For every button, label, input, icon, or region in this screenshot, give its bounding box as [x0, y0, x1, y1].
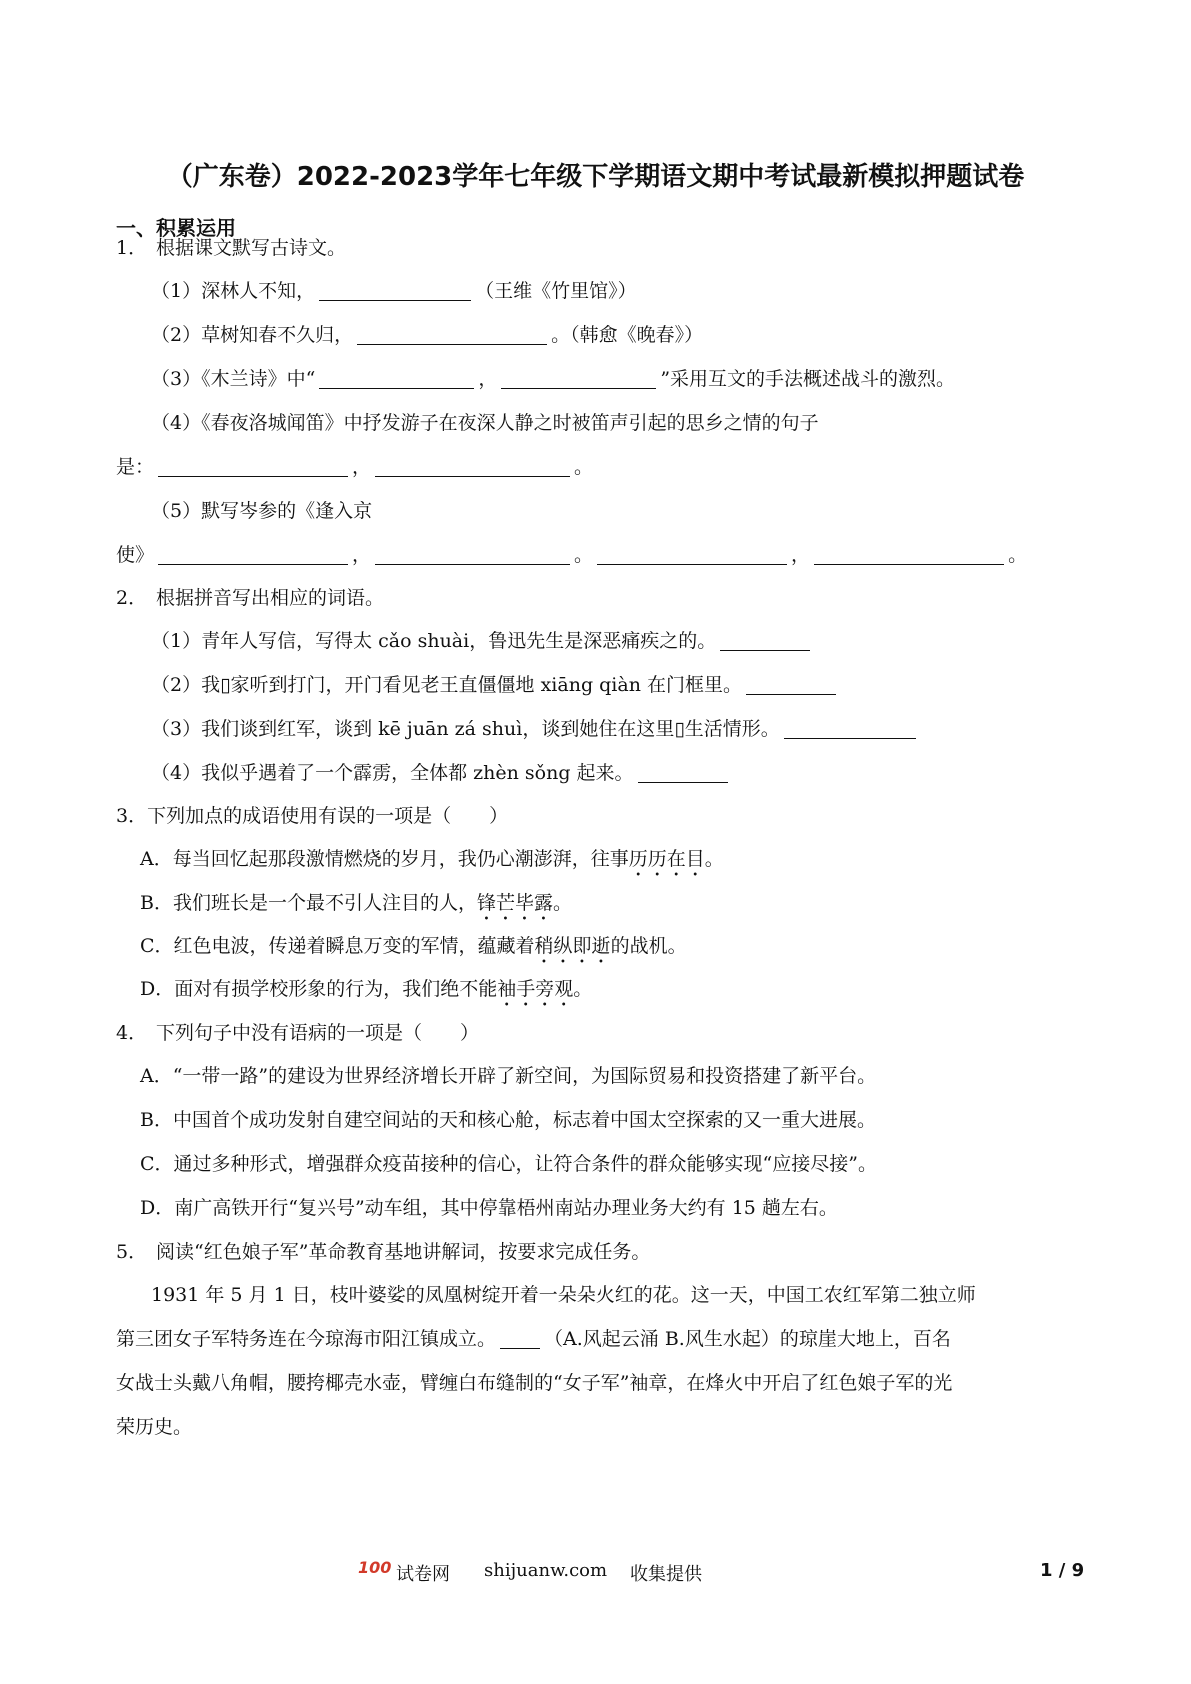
dotted-idiom: 锋芒毕露: [476, 892, 553, 914]
answer-blank[interactable]: [597, 542, 787, 565]
q2-item-4: [151, 759, 732, 787]
page-number: 1 / 9: [1040, 1560, 1085, 1581]
question-2: [116, 584, 384, 612]
item-text: ，: [352, 456, 372, 478]
q1-item-1: [151, 277, 637, 305]
question-4: [116, 1019, 479, 1047]
answer-blank[interactable]: [500, 1326, 540, 1349]
item-text: 。: [1008, 544, 1028, 566]
answer-blank[interactable]: [375, 542, 570, 565]
site-name: 试卷网: [396, 1564, 450, 1585]
option-b[interactable]: [140, 889, 572, 925]
section-heading: 一、积累运用: [116, 216, 236, 240]
question-1: [116, 234, 346, 262]
question-5: [116, 1238, 650, 1266]
q2-item-3: [151, 715, 920, 743]
passage-line: 女战士头戴八角帽，腰挎椰壳水壶，臂缠白布缝制的“女子军”袖章，在烽火中开启了红色娘子军的光: [116, 1372, 953, 1394]
q1-item-5-cont: [116, 541, 1027, 569]
option-c[interactable]: C．通过多种形式，增强群众疫苗接种的信心，让符合条件的群众能够实现“应接尽接”。: [140, 1153, 877, 1175]
option-text: 。: [704, 848, 724, 870]
item-text: 。: [574, 544, 594, 566]
question-number: 4．: [116, 1022, 148, 1044]
option-d[interactable]: D．南广高铁开行“复兴号”动车组，其中停靠梧州南站办理业务大约有 15 趟左右。: [140, 1197, 838, 1219]
question-number: 5．: [116, 1241, 148, 1263]
q2-item-2: [151, 671, 840, 699]
item-text: （3）我们谈到红军，谈到 kē juān zá shuì，谈到她住在这里▯生活情形。: [151, 718, 780, 740]
answer-blank[interactable]: [357, 322, 547, 345]
question-number: 2．: [116, 587, 148, 609]
answer-blank[interactable]: [814, 542, 1004, 565]
passage-line: 荣历史。: [116, 1416, 193, 1438]
question-3: [116, 802, 508, 830]
option-text: 。: [552, 892, 572, 914]
option-text: C．红色电波，传递着瞬息万变的军情，蕴藏着: [140, 935, 535, 957]
dotted-idiom: 历历在目: [628, 848, 705, 870]
option-b[interactable]: B．中国首个成功发射自建空间站的天和核心舱，标志着中国太空探索的又一重大进展。: [140, 1109, 876, 1131]
passage-line: 1931 年 5 月 1 日，枝叶婆娑的凤凰树绽开着一朵朵火红的花。这一天，中国工农红军第二独立师: [151, 1284, 976, 1306]
answer-blank[interactable]: [158, 454, 348, 477]
q1-item-4-cont: [116, 453, 593, 481]
passage-line: [116, 1325, 951, 1353]
item-text: （1）深林人不知，: [151, 280, 316, 302]
option-text: A．每当回忆起那段激情燃烧的岁月，我仍心潮澎湃，往事: [140, 848, 629, 870]
option-text: 的战机。: [610, 935, 687, 957]
question-stem: 下列加点的成语使用有误的一项是（ ）: [147, 805, 509, 827]
item-text: 。（韩愈《晚春》）: [551, 324, 704, 346]
dotted-idiom: 稍纵即逝: [534, 935, 611, 957]
item-text: （3）《木兰诗》中“: [151, 368, 316, 390]
page-title: （广东卷）2022-2023学年七年级下学期语文期中考试最新模拟押题试卷: [166, 162, 1025, 192]
answer-blank[interactable]: [638, 760, 728, 783]
q2-item-1: [151, 627, 814, 655]
option-d[interactable]: [140, 975, 592, 1011]
site-domain: shijuanw.com: [484, 1560, 608, 1581]
answer-blank[interactable]: [746, 672, 836, 695]
answer-blank[interactable]: [319, 278, 471, 301]
item-text: （2）草树知春不久归，: [151, 324, 354, 346]
footer-note: 收集提供: [630, 1564, 702, 1585]
item-text: 使》: [116, 544, 155, 566]
item-text: （王维《竹里馆》）: [475, 280, 637, 302]
option-c[interactable]: [140, 932, 687, 968]
option-a[interactable]: A．“一带一路”的建设为世界经济增长开辟了新空间，为国际贸易和投资搭建了新平台。: [140, 1065, 877, 1087]
site-logo: 100: [358, 1558, 392, 1577]
question-stem: 根据课文默写古诗文。: [156, 237, 347, 259]
question-stem: 根据拼音写出相应的词语。: [156, 587, 385, 609]
question-stem: 下列句子中没有语病的一项是（ ）: [156, 1022, 480, 1044]
passage-text: 第三团女子军特务连在今琼海市阳江镇成立。: [116, 1328, 497, 1350]
option-text: D．面对有损学校形象的行为，我们绝不能: [140, 978, 498, 1000]
q1-item-3: [151, 365, 955, 393]
item-text: （1）青年人写信，写得太 cǎo shuài，鲁迅先生是深恶痛疾之的。: [151, 630, 717, 652]
q1-item-2: [151, 321, 703, 349]
option-a[interactable]: [140, 845, 724, 881]
answer-blank[interactable]: [375, 454, 570, 477]
answer-blank[interactable]: [319, 366, 474, 389]
option-text: B．我们班长是一个最不引人注目的人，: [140, 892, 477, 914]
answer-blank[interactable]: [720, 628, 810, 651]
option-text: 。: [573, 978, 593, 1000]
item-text: （2）我▯家听到打门，开门看见老王直僵僵地 xiāng qiàn 在门框里。: [151, 674, 742, 696]
answer-blank[interactable]: [784, 716, 916, 739]
answer-blank[interactable]: [158, 542, 348, 565]
question-stem: 阅读“红色娘子军”革命教育基地讲解词，按要求完成任务。: [156, 1241, 651, 1263]
question-number: 1．: [116, 237, 148, 259]
passage-text: （A.风起云涌 B.风生水起）的琼崖大地上，百名: [544, 1328, 951, 1350]
item-text: （4）我似乎遇着了一个霹雳，全体都 zhèn sǒng 起来。: [151, 762, 634, 784]
answer-blank[interactable]: [501, 366, 656, 389]
q1-item-5: [151, 497, 372, 525]
item-text: 。: [574, 456, 594, 478]
item-text: （4）《春夜洛城闻笛》中抒发游子在夜深人静之时被笛声引起的思乡之情的句子: [151, 412, 819, 434]
question-number: 3．: [116, 805, 148, 827]
item-text: ”采用互文的手法概述战斗的激烈。: [660, 368, 956, 390]
item-text: ，: [478, 368, 498, 390]
item-text: （5）默写岑参的《逢入京: [151, 500, 373, 522]
q1-item-4: [151, 409, 819, 437]
item-text: ，: [352, 544, 372, 566]
item-text: ，: [791, 544, 811, 566]
dotted-idiom: 袖手旁观: [497, 978, 574, 1000]
item-text: 是：: [116, 456, 155, 478]
